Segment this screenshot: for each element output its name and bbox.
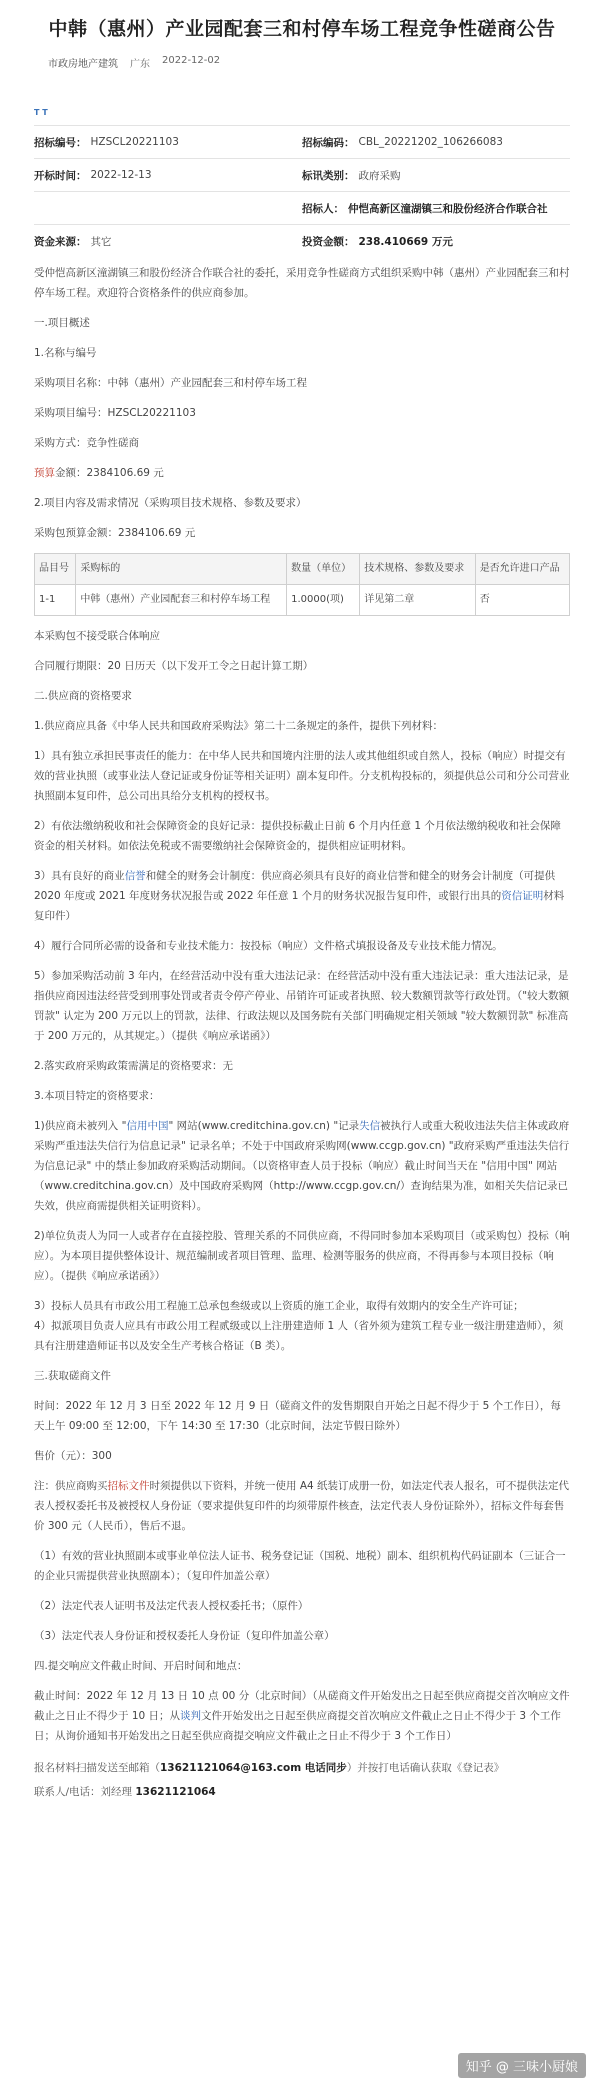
budget-line: 预算金额：2384106.69 元 <box>34 467 164 479</box>
section-heading: 三.获取磋商文件 <box>34 1370 111 1382</box>
info-value: 238.410669 万元 <box>358 235 453 248</box>
budget-keyword[interactable]: 预算 <box>34 467 55 479</box>
info-row <box>34 224 570 257</box>
table-cell: 1.0000(项) <box>287 585 360 616</box>
meta-date: 2022-12-02 <box>162 55 221 66</box>
info-row <box>34 125 570 158</box>
column-header: 是否允许进口产品 <box>475 554 569 585</box>
dishonesty-link[interactable]: 失信 <box>359 1120 381 1132</box>
required-doc: （1）有效的营业执照副本或事业单位法人证书、税务登记证（国税、地税）副本、组织机构代码证副本（三证合一的企业只需提供营业执照副本）；（复印件加盖公章） <box>34 1550 566 1582</box>
column-header: 品目号 <box>35 554 76 585</box>
column-header: 数量（单位） <box>287 554 360 585</box>
qualification-item: 1.供应商应具备《中华人民共和国政府采购法》第二十二条规定的条件，提供下列材料： <box>34 720 444 732</box>
negotiation-link[interactable]: 谈判 <box>180 1710 202 1722</box>
project-name: 采购项目名称：中韩（惠州）产业园配套三和村停车场工程 <box>34 377 307 389</box>
qualification-item: 4）拟派项目负责人应具有市政公用工程贰级或以上注册建造师 1 人（省外须为建筑工程专业一级注册建造师），须具有注册建造师证书以及安全生产考核合格证（B 类）。 <box>34 1320 564 1352</box>
project-number: 采购项目编号：HZSCL20221103 <box>34 407 196 419</box>
table-cell: 中韩（惠州）产业园配套三和村停车场工程 <box>76 585 287 616</box>
watermark: 知乎 @ 三味小厨娘 <box>458 2053 586 2078</box>
qualification-item: 3.本项目特定的资格要求： <box>34 1090 160 1102</box>
info-value: 仲恺高新区潼湖镇三和股份经济合作联合社 <box>348 202 548 215</box>
table-cell: 1-1 <box>35 585 76 616</box>
section-heading: 二.供应商的资格要求 <box>34 690 132 702</box>
info-label: 招标编码： <box>302 136 355 149</box>
credit-china-link[interactable]: 信用中国 <box>126 1120 169 1132</box>
qualification-item: 2)单位负责人为同一人或者存在直接控股、管理关系的不同供应商，不得同时参加本采购项目（或采购包）投标（响应）。为本项目提供整体设计、规范编制或者项目管理、监理、检测等服务的供应商，不得再参与本项目投标（响应）。（提供《响应承诺函》） <box>34 1230 570 1282</box>
info-value: HZSCL20221103 <box>90 136 179 148</box>
font-size-toggle[interactable]: T T <box>34 108 48 117</box>
info-row <box>34 158 570 191</box>
info-label: 资金来源： <box>34 235 87 248</box>
required-doc: （2）法定代表人证明书及法定代表人授权委托书；（原件） <box>34 1600 309 1612</box>
contact-phone[interactable]: 13621121064 <box>135 1786 216 1798</box>
info-value: 其它 <box>90 235 112 248</box>
qualification-item: 3）具有良好的商业信誉和健全的财务会计制度：供应商必须具有良好的商业信誉和健全的财务会计制度（可提供 2020 年度或 2021 年度财务状况报告或 2022 年任意 1 个月的财务状况报告复印件，或银行出具的资信证明材料复印件） <box>34 870 565 922</box>
intro-paragraph: 受仲恺高新区潼湖镇三和股份经济合作联合社的委托，采用竞争性磋商方式组织采购中韩（惠州）产业园配套三和村停车场工程。欢迎符合资格条件的供应商参加。 <box>34 267 570 299</box>
announcement-body <box>34 263 570 1746</box>
package-budget: 采购包预算金额：2384106.69 元 <box>34 527 196 539</box>
sale-time: 时间：2022 年 12 月 3 日至 2022 年 12 月 9 日（磋商文件的发售期限自开始之日起不得少于 5 个工作日），每天上午 09:00 至 12:00，下午 14:30 至 17:30（北京时间，法定节假日除外） <box>34 1400 561 1432</box>
table-cell: 否 <box>475 585 569 616</box>
deadline-paragraph: 截止时间：2022 年 12 月 13 日 10 点 00 分（北京时间）（从磋商文件开始发出之日起至供应商提交首次响应文件截止之日止不得少于 10 日；从谈判文件开始发出之日起至供应商提交首次响应文件截止之日止不得少于 3 个工作日；从询价通知书开始发出之日起至供应商提交响应文件截止之日止不得少于 3 个工作日） <box>34 1690 570 1742</box>
contact-email[interactable]: 13621121064@163.com <box>160 1762 302 1774</box>
info-label: 投资金额： <box>302 235 355 248</box>
items-table <box>34 553 570 616</box>
qualification-item: 2）有依法缴纳税收和社会保障资金的良好记录：提供投标截止日前 6 个月内任意 1 个月依法缴纳税收和社会保障资金的相关材料。如依法免税或不需要缴纳社会保障资金的，提供相应证明材料。 <box>34 820 561 852</box>
column-header: 采购标的 <box>76 554 287 585</box>
table-header-row <box>35 554 570 585</box>
article-meta <box>34 55 570 70</box>
info-label: 开标时间： <box>34 169 87 182</box>
info-row <box>34 191 570 224</box>
qualification-item: 5）参加采购活动前 3 年内，在经营活动中没有重大违法记录：在经营活动中没有重大违法记录：重大违法记录，是指供应商因违法经营受到刑事处罚或者责令停产停业、吊销许可证或者执照、较大数额罚款等行政处罚。（"较大数额罚款" 认定为 200 万元以上的罚款，法律、行政法规以及国务院有关部门明确规定相关领域 "较大数额罚款" 标准高于 200 万元的，从其规定。）（提供《响应承诺函》） <box>34 970 570 1042</box>
meta-source[interactable]: 市政房地产建筑 <box>48 59 118 70</box>
contact-footer <box>34 1756 570 1804</box>
info-value: 2022-12-13 <box>90 169 152 181</box>
info-label: 招标人： <box>302 202 344 215</box>
qualification-item: 1)供应商未被列入 "信用中国" 网站(www.creditchina.gov.cn) "记录失信被执行人或重大税收违法失信主体或政府采购严重违法失信行为信息记录" 记录名单；不处于中国政府采购网(www.ccgp.gov.cn) "政府采购严重违法失信行为信息记录" 中的禁止参加政府采购活动期间。（以资格审查人员于投标（响应）截止时间当天在 "信用中国" 网站（www.creditchina.gov.cn）及中国政府采购网（http://www.ccgp.gov.cn/）查询结果为准，如相关失信记录已失效，供应商需提供相关证明资料）。 <box>34 1120 570 1212</box>
info-label: 招标编号： <box>34 136 87 149</box>
purchase-note: 注：供应商购买招标文件时须提供以下资料，并统一使用 A4 纸装订成册一份，如法定代表人报名，可不提供法定代表人授权委托书及被授权人身份证（要求提供复印件的均须带原件核查，法定代表人身份证除外），招标文件每套售价 300 元（人民币），售后不退。 <box>34 1480 570 1532</box>
qualification-item: 4）履行合同所必需的设备和专业技术能力：按投标（响应）文件格式填报设备及专业技术能力情况。 <box>34 940 503 952</box>
info-label: 标讯类别： <box>302 169 355 182</box>
info-value: CBL_20221202_106266083 <box>358 136 503 148</box>
qualification-item: 2.落实政府采购政策需满足的资格要求：无 <box>34 1060 234 1072</box>
column-header: 技术规格、参数及要求 <box>360 554 475 585</box>
info-value: 政府采购 <box>358 169 401 182</box>
qualification-item: 3）投标人员具有市政公用工程施工总承包叁级或以上资质的施工企业，取得有效期内的安全生产许可证； <box>34 1300 524 1312</box>
contract-period: 合同履行期限：20 日历天（以下发开工令之日起计算工期） <box>34 660 314 672</box>
tender-doc-link[interactable]: 招标文件 <box>107 1480 150 1492</box>
subsection-heading: 2.项目内容及需求情况（采购项目技术规格、参数及要求） <box>34 497 307 509</box>
sale-price: 售价（元）：300 <box>34 1450 112 1462</box>
table-row <box>35 585 570 616</box>
email-line: 报名材料扫描发送至邮箱（13621121064@163.com 电话同步）并按打电话确认获取《登记表》 <box>34 1762 505 1774</box>
section-heading: 一.项目概述 <box>34 317 90 329</box>
bid-info-grid <box>34 125 570 257</box>
qualification-item: 1）具有独立承担民事责任的能力：在中华人民共和国境内注册的法人或其他组织或自然人，投标（响应）时提交有效的营业执照（或事业法人登记证或身份证等相关证明）副本复印件。分支机构投标的，须提供总公司和分公司营业执照副本复印件，总公司出具给分支机构的授权书。 <box>34 750 570 802</box>
credit-link[interactable]: 信誉 <box>124 870 146 882</box>
phone-line: 联系人/电话：刘经理 13621121064 <box>34 1786 216 1798</box>
no-consortium-note: 本采购包不接受联合体响应 <box>34 630 160 642</box>
section-heading: 四.提交响应文件截止时间、开启时间和地点： <box>34 1660 248 1672</box>
meta-region: 广东 <box>130 59 150 70</box>
required-doc: （3）法定代表人身份证和授权委托人身份证（复印件加盖公章） <box>34 1630 335 1642</box>
credit-proof-link[interactable]: 资信证明 <box>501 890 544 902</box>
table-cell: 详见第二章 <box>360 585 475 616</box>
subsection-heading: 1.名称与编号 <box>34 347 97 359</box>
procurement-method: 采购方式：竞争性磋商 <box>34 437 139 449</box>
page-title: 中韩（惠州）产业园配套三和村停车场工程竞争性磋商公告 <box>48 18 556 40</box>
